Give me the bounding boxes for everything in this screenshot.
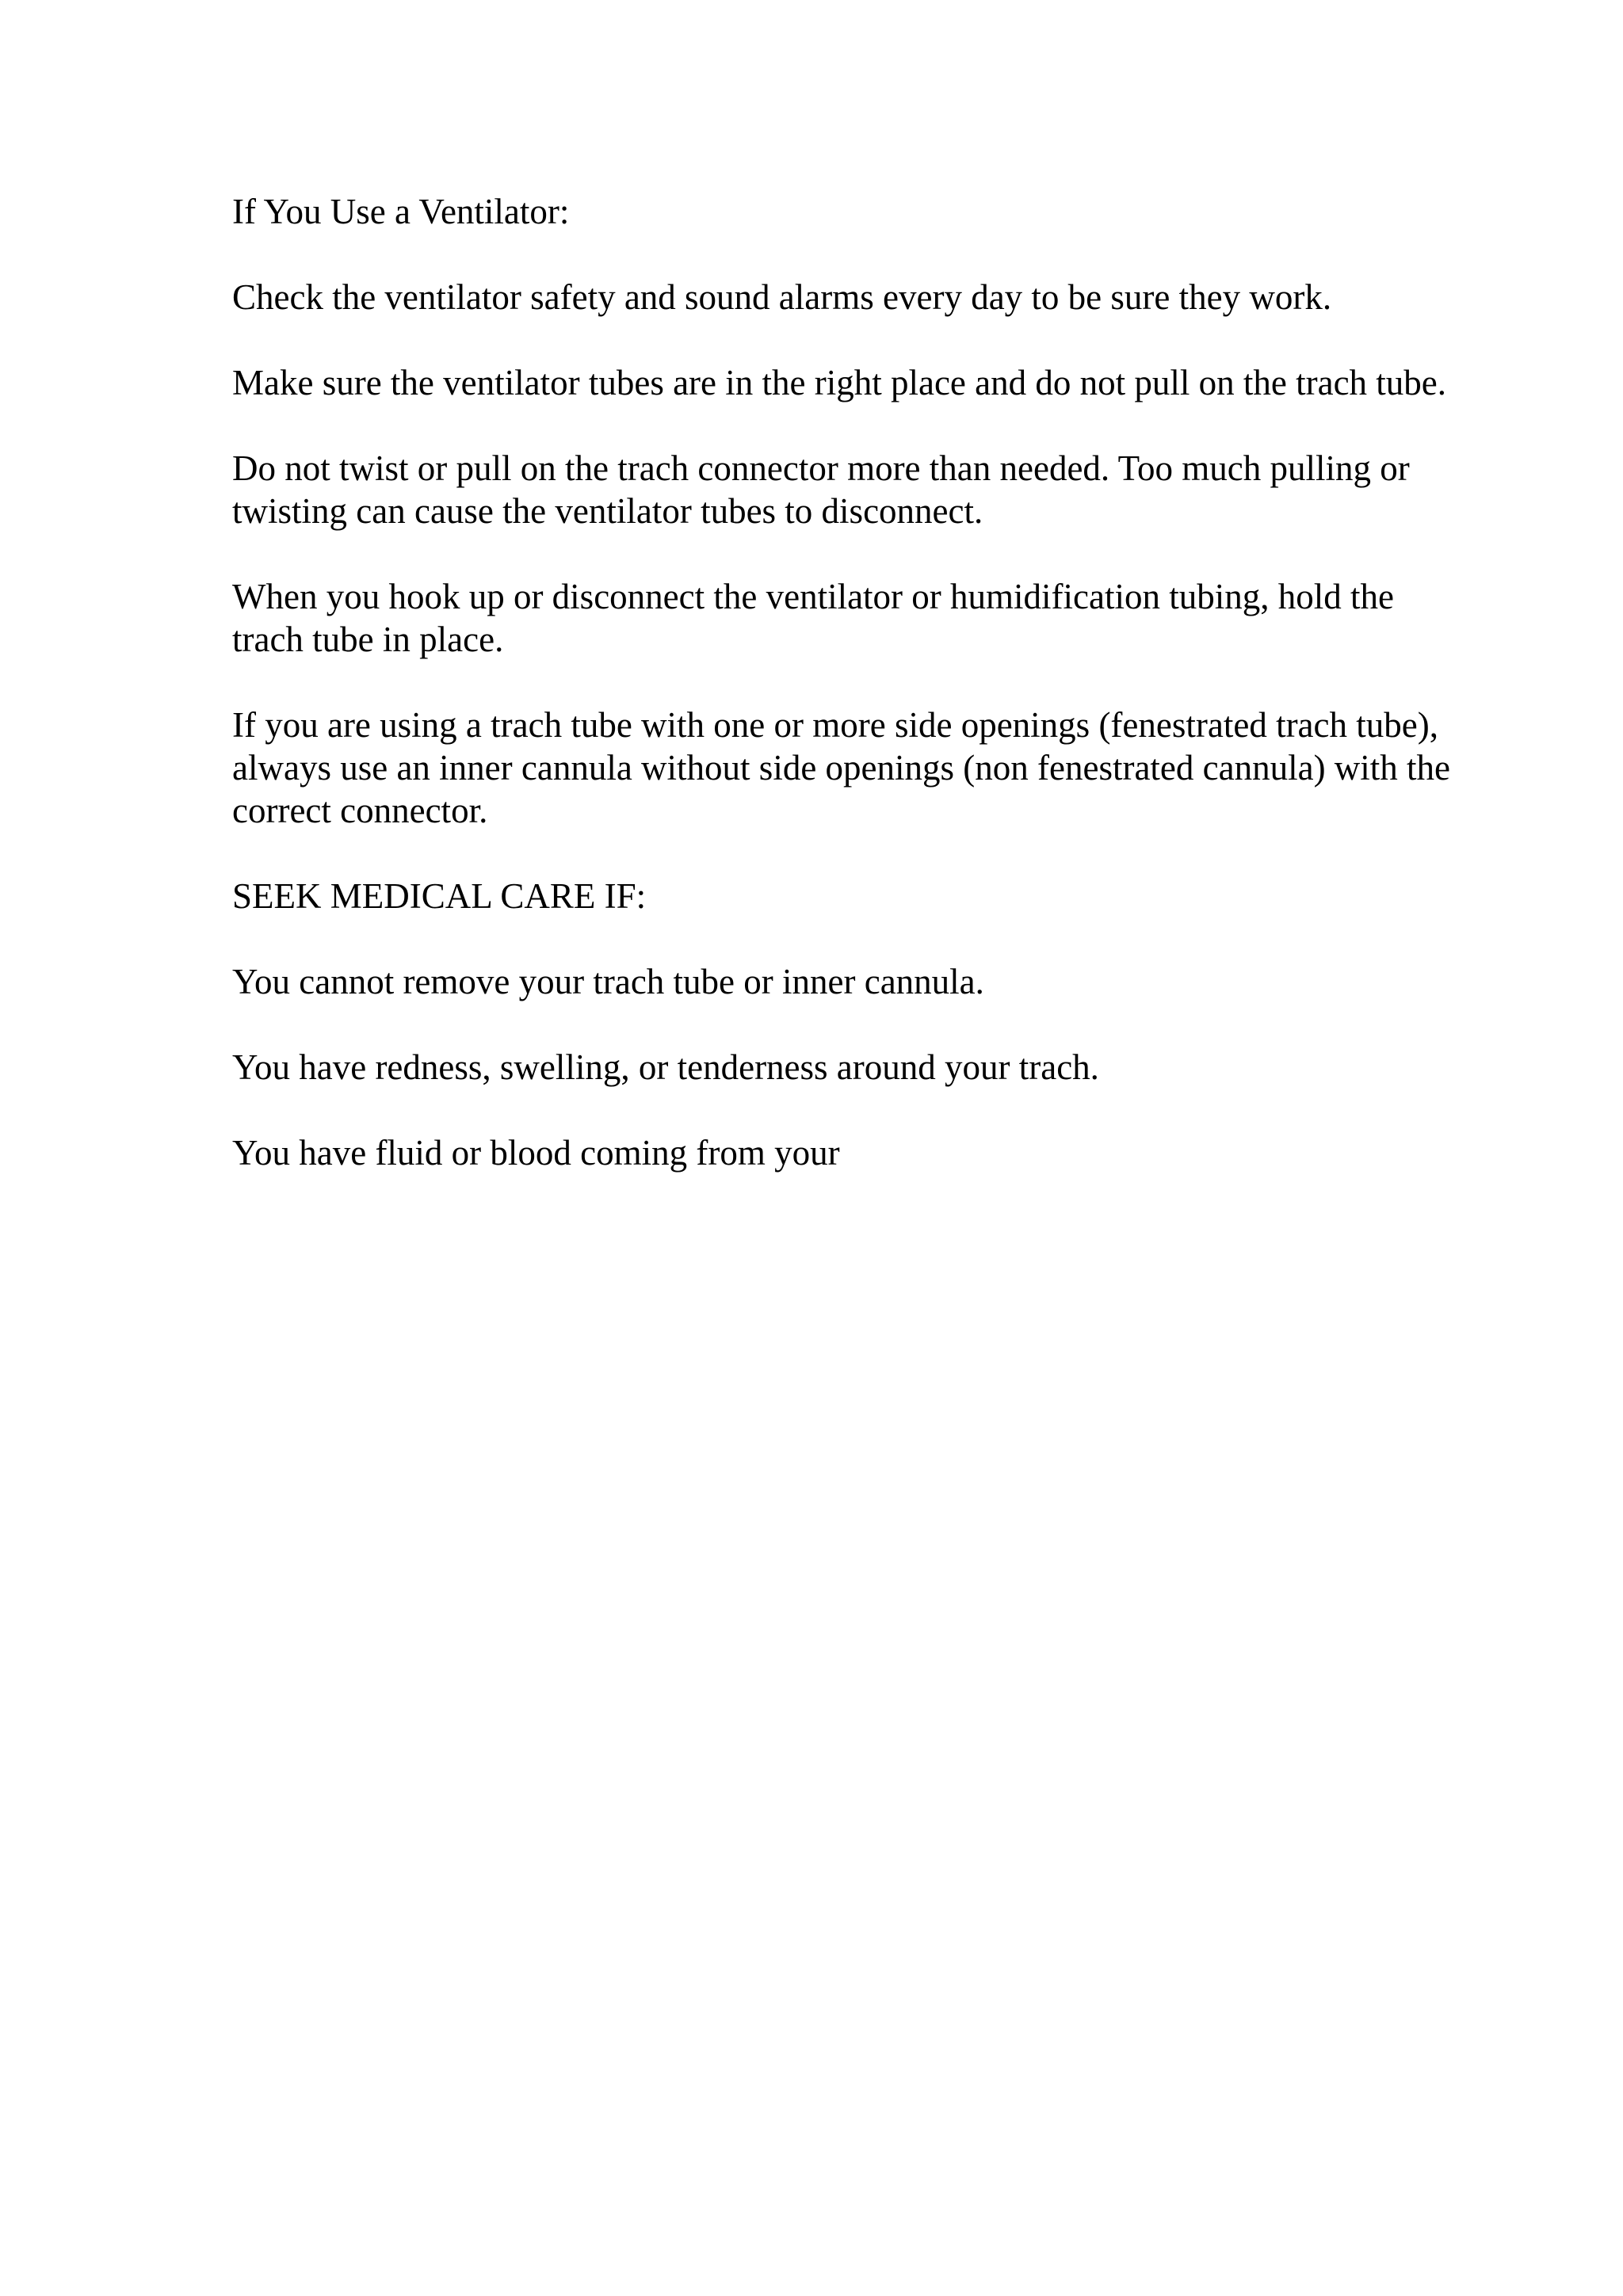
paragraph-line: When you hook up or disconnect the ventilator or humidification tubing, hold the [232, 577, 1394, 616]
paragraph-line: Do not twist or pull on the trach connector more than needed. Too much pulling or [232, 448, 1410, 488]
paragraph-line: correct connector. [232, 791, 488, 830]
paragraph-twist-connector [232, 447, 1548, 532]
paragraph-fenestrated-tube [232, 704, 1548, 832]
paragraph-line: SEEK MEDICAL CARE IF: [232, 876, 647, 916]
paragraph-fluid-blood [232, 1131, 1548, 1174]
paragraph-tube-placement [232, 361, 1548, 404]
paragraph-line: Check the ventilator safety and sound alarms every day to be sure they work. [232, 277, 1332, 317]
paragraph-line: You have redness, swelling, or tenderness around your trach. [232, 1047, 1099, 1087]
paragraph-cannot-remove [232, 960, 1548, 1003]
paragraph-line: If you are using a trach tube with one or more side openings (fenestrated trach tube), [232, 705, 1438, 745]
section-heading-seek-care [232, 875, 1548, 917]
document-body [232, 190, 1548, 1217]
paragraph-line: If You Use a Ventilator: [232, 192, 570, 231]
paragraph-line: You cannot remove your trach tube or inner cannula. [232, 962, 984, 1001]
paragraph-check-alarms [232, 276, 1548, 318]
paragraph-line: twisting can cause the ventilator tubes to disconnect. [232, 491, 983, 531]
paragraph-hook-up [232, 575, 1548, 661]
paragraph-line: always use an inner cannula without side openings (non fenestrated cannula) with the [232, 748, 1451, 788]
paragraph-line: Make sure the ventilator tubes are in the right place and do not pull on the trach tube. [232, 363, 1447, 402]
section-heading-ventilator [232, 190, 1548, 233]
paragraph-redness [232, 1046, 1548, 1089]
paragraph-line: trach tube in place. [232, 620, 504, 659]
paragraph-line: You have fluid or blood coming from your [232, 1133, 840, 1173]
